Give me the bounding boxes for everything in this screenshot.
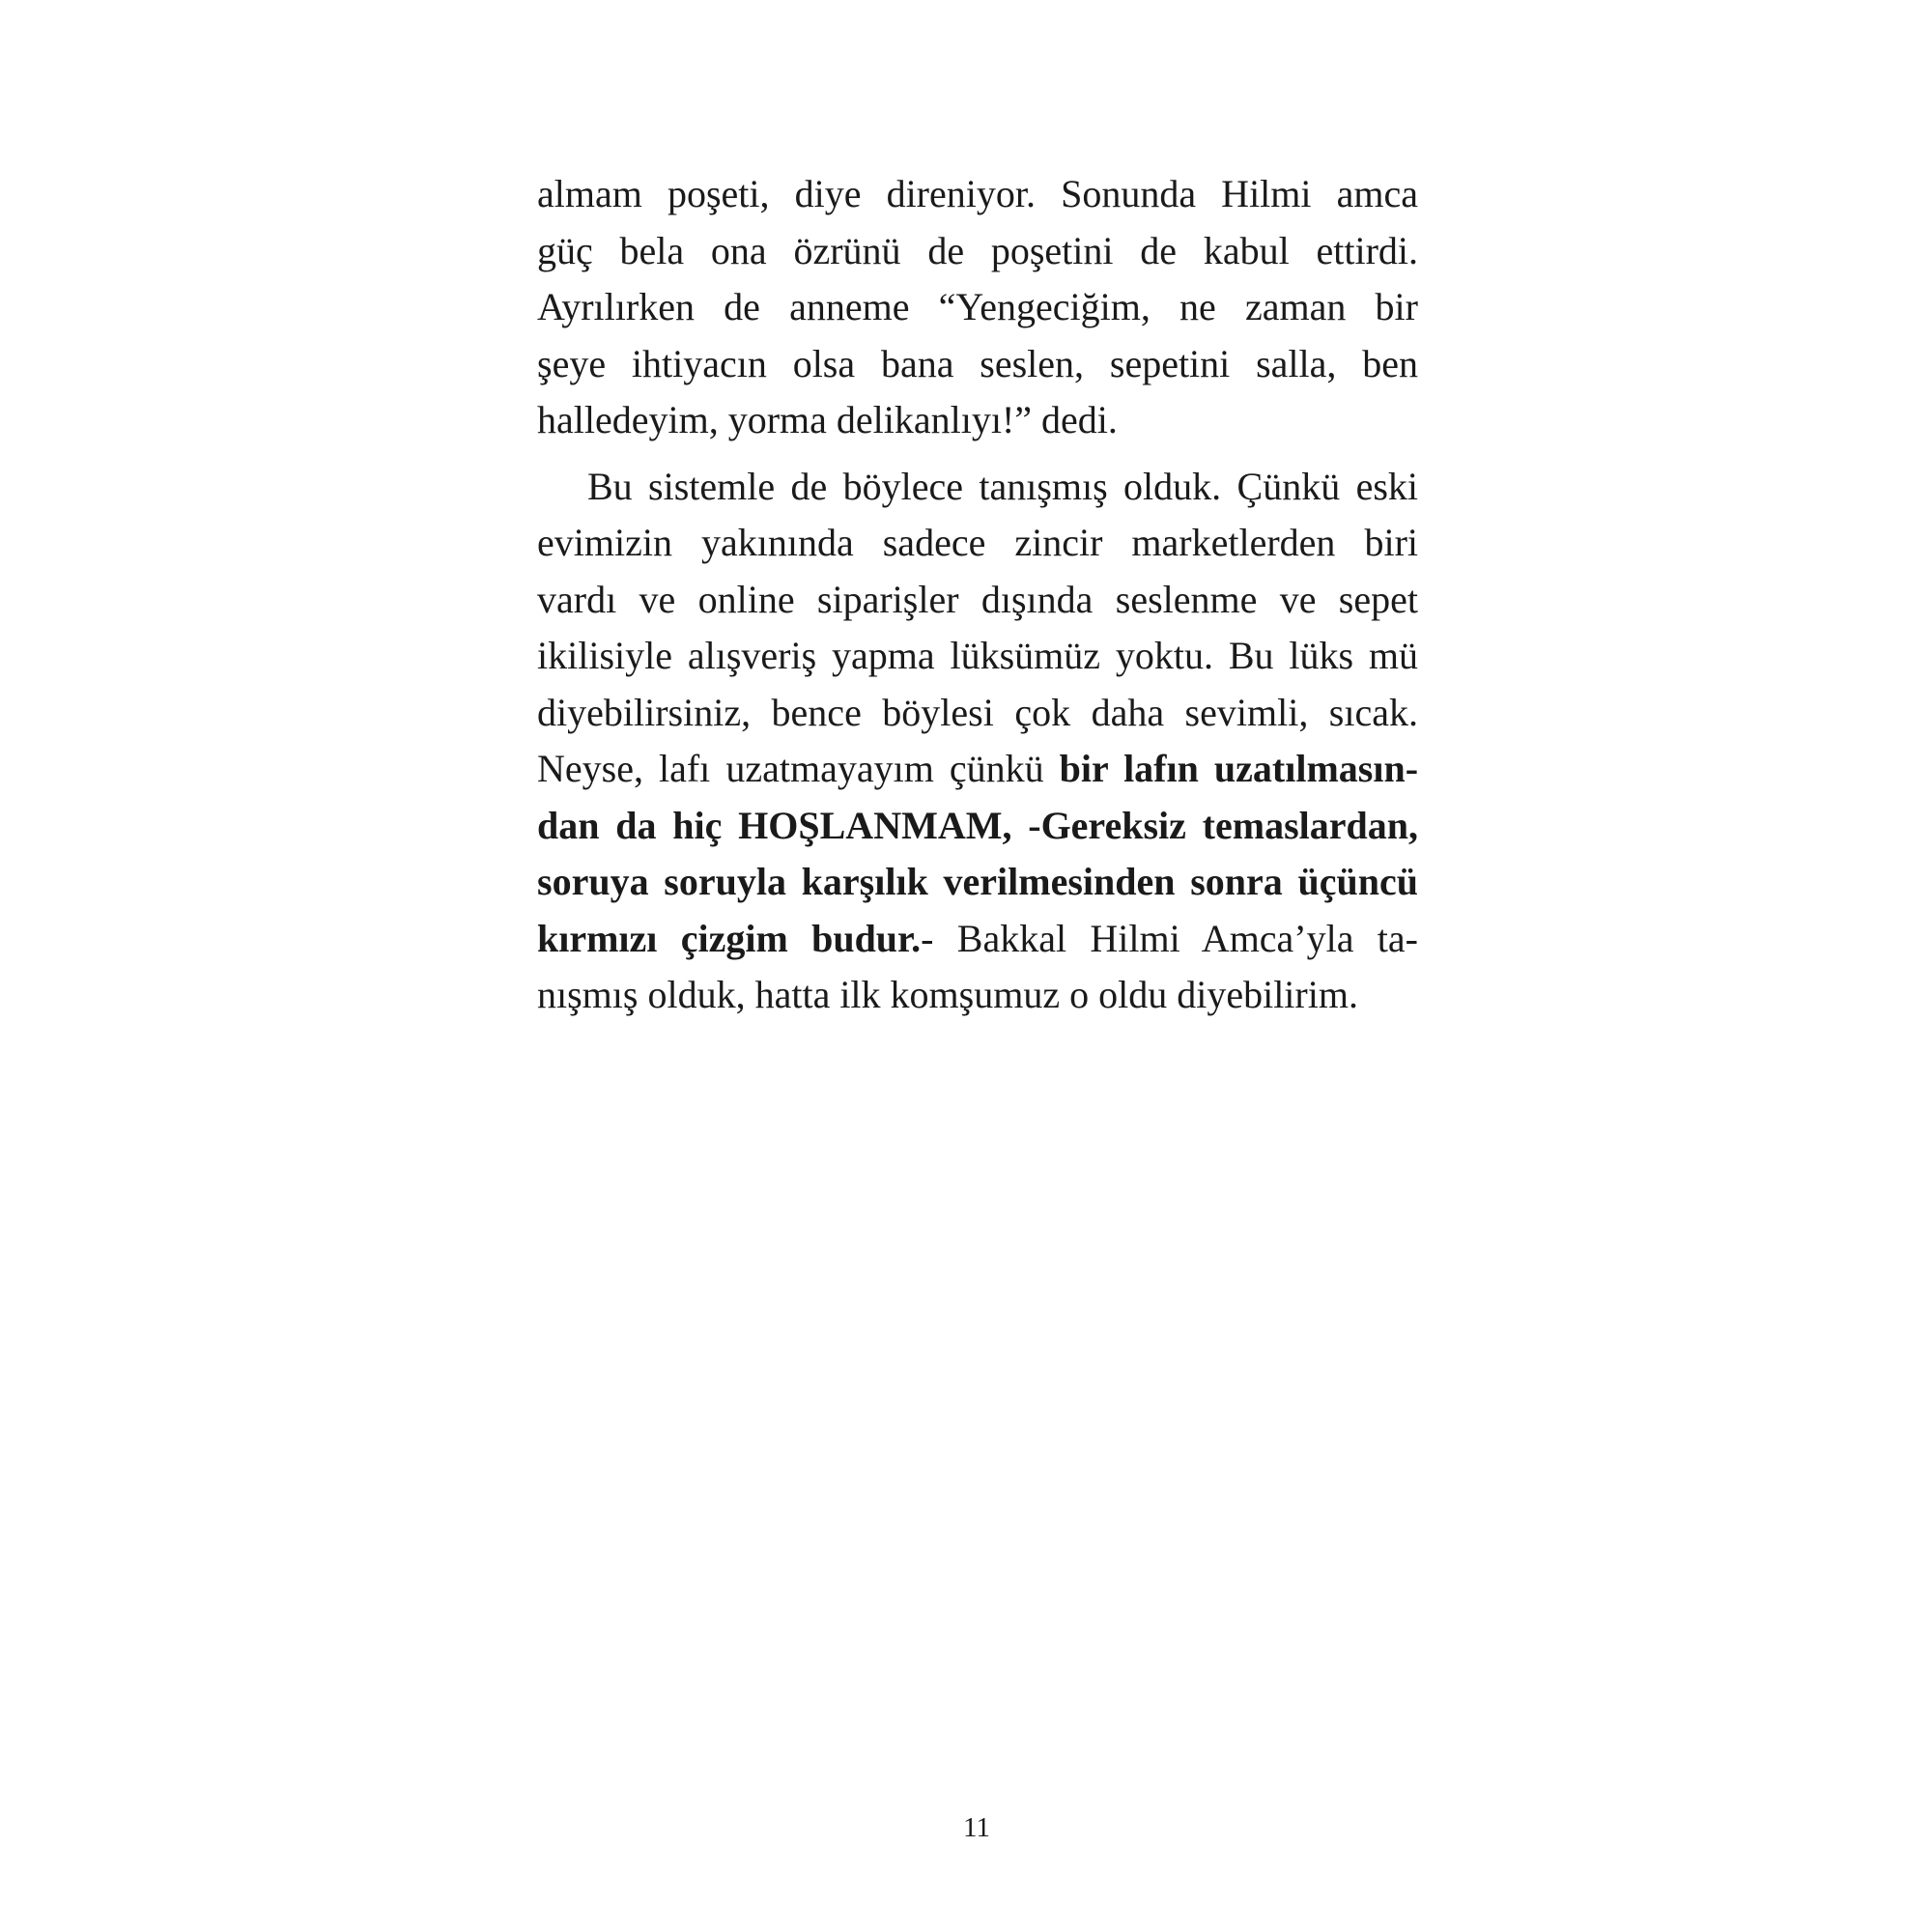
text-line xyxy=(537,854,1418,911)
paragraph-gap xyxy=(537,449,1418,459)
page-number: 11 xyxy=(963,1812,990,1843)
text-line xyxy=(537,515,1418,572)
bold-text-segment: kırmızı çizgim budur. xyxy=(537,916,922,960)
text-line xyxy=(537,685,1418,742)
text-line xyxy=(537,223,1418,280)
text-segment: ikilisiyle alışveriş yapma lüksümüz yoktu. Bu lüks mü xyxy=(537,634,1418,677)
paragraph xyxy=(537,166,1418,449)
text-line xyxy=(537,459,1418,516)
paragraph xyxy=(537,459,1418,1024)
bold-text-segment: bir lafın uzatılmasın- xyxy=(1059,747,1419,790)
text-segment: nışmış olduk, hatta ilk komşumuz o oldu diyebilirim. xyxy=(537,973,1358,1016)
text-line xyxy=(537,572,1418,629)
text-line xyxy=(537,628,1418,685)
text-line xyxy=(537,967,1418,1024)
text-segment: Bu sistemle de böylece tanışmış olduk. Çünkü eski xyxy=(587,464,1418,508)
text-segment: - Bakkal Hilmi Amca’yla ta- xyxy=(921,916,1418,960)
text-segment: Ayrılırken de anneme “Yengeciğim, ne zaman bir xyxy=(537,285,1418,328)
text-line xyxy=(537,741,1418,798)
bold-text-segment: soruya soruyla karşılık verilmesinden sonra üçüncü xyxy=(537,860,1418,903)
text-segment: vardı ve online siparişler dışında seslenme ve sepet xyxy=(537,577,1418,621)
text-line xyxy=(537,166,1418,223)
text-line xyxy=(537,392,1418,449)
text-line xyxy=(537,279,1418,336)
text-segment: şeye ihtiyacın olsa bana seslen, sepetini salla, ben xyxy=(537,341,1418,385)
body-text xyxy=(537,166,1418,1024)
text-line xyxy=(537,911,1418,968)
bold-text-segment: dan da hiç HOŞLANMAM, -Gereksiz temaslardan, xyxy=(537,803,1418,847)
text-segment: evimizin yakınında sadece zincir marketlerden biri xyxy=(537,521,1418,564)
text-segment: Neyse, lafı uzatmayayım çünkü xyxy=(537,747,1060,790)
text-line xyxy=(537,336,1418,393)
text-segment: almam poşeti, diye direniyor. Sonunda Hilmi amca xyxy=(537,172,1418,215)
text-line xyxy=(537,798,1418,855)
text-segment: diyebilirsiniz, bence böylesi çok daha sevimli, sıcak. xyxy=(537,690,1418,734)
text-segment: halledeyim, yorma delikanlıyı!” dedi. xyxy=(537,398,1118,441)
text-segment: güç bela ona özrünü de poşetini de kabul ettirdi. xyxy=(537,228,1418,272)
